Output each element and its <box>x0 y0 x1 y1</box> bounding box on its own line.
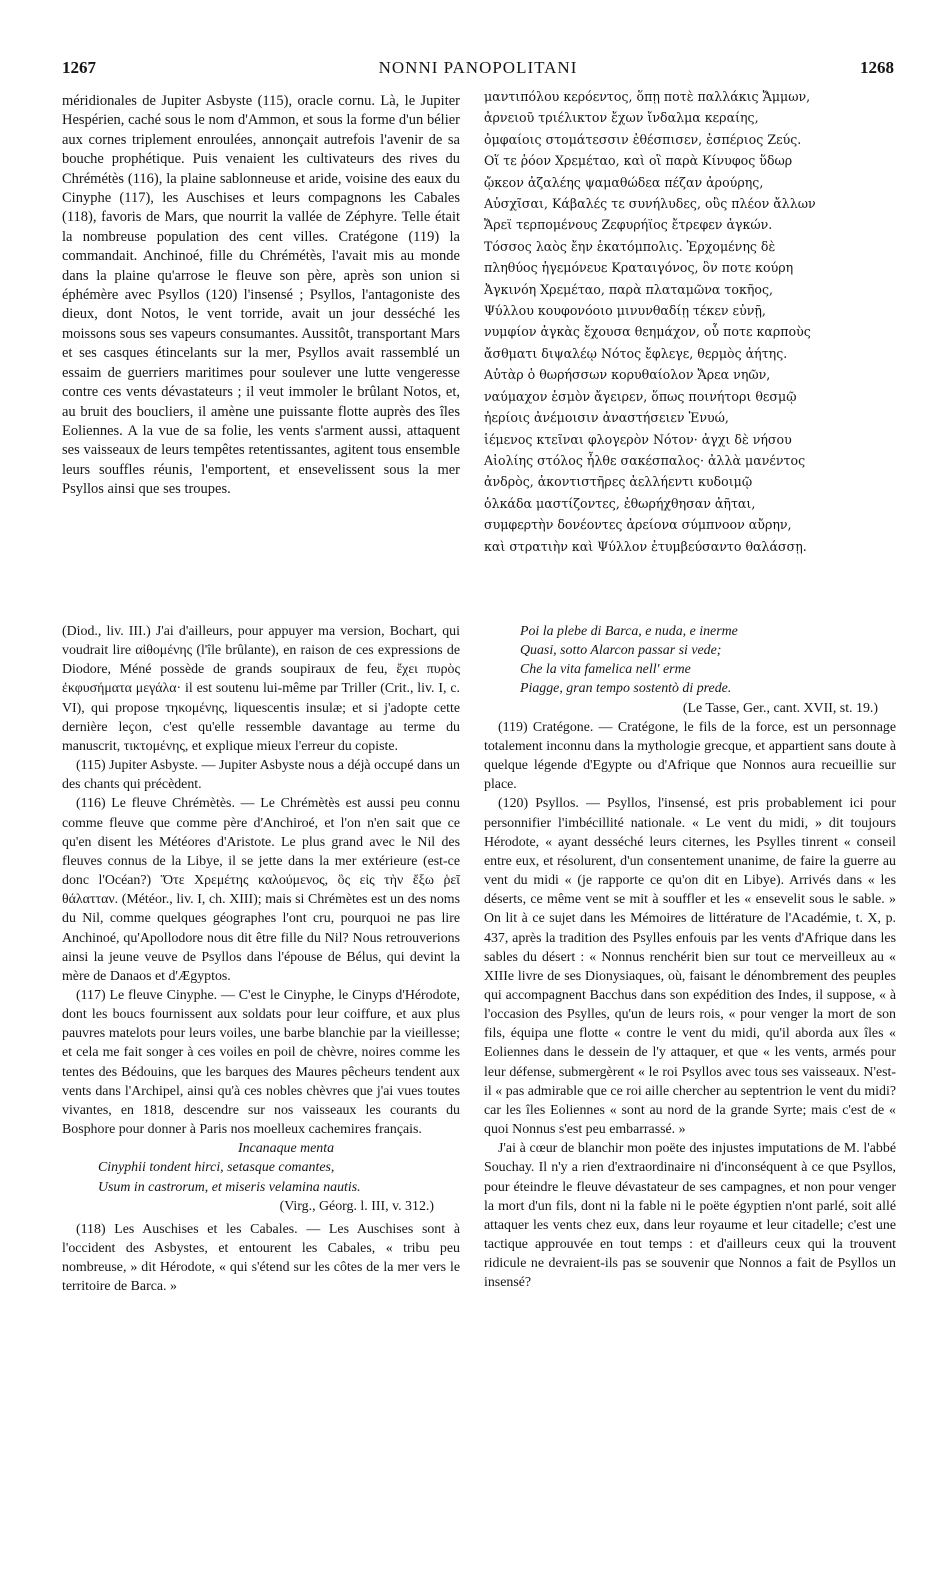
greek-verse-line: πληθύος ἡγεμόνευε Κραταιγόνος, ὃν ποτε κούρη <box>484 260 794 276</box>
left-page-number: 1267 <box>62 58 96 77</box>
greek-verse-line: ἄσθματι διψαλέῳ Νότος ἔφλεγε, θερμὸς ἀήτης. <box>484 345 788 361</box>
greek-verse <box>484 86 896 557</box>
note-117: (117) Le fleuve Cinyphe. — C'est le Cinyphe, le Cinyps d'Hérodote, dont les boucs fournissent aux soldats pour leur coiffure, et aux plus pauvres matelots pour leurs voiles, une barbe blanchie par la vieillesse; et cela me fait songer à ces voiles en poil de chèvre, noires comme les tentes des Bédouins, que les barques des Maures pêcheurs tendent aux vents dans l'Archipel, ainsi qu'à ces nobles chèvres que j'ai vues toutes vivantes, en 1818, descendre sur nos vaisseaux les courants du Bosphore pour donner à Paris nos moelleux cachemires français. <box>62 987 460 1138</box>
verse-line: Quasi, sotto Alarcon passar si vede; <box>520 643 722 659</box>
translation-paragraph: méridionales de Jupiter Asbyste (115), oracle cornu. Là, le Jupiter Hespérien, caché sous le nom d'Ammon, et sous la forme d'un bélier aux cornes triplement enroulées, annonçait autrefois l'avenir de sa bouche prophétique. Puis venaient les cultivateurs des rives du Chrémétès (116), la plaine sablonneuse et aride, voisine des eaux du Cinyphe (117), les Auschises et leurs compagnons les Cabales (118), favoris de Mars, que nourrit la vallée de Zéphyre. Telle était la nombreuse population des cent villes. Cratégone (119) la commandait. Anchinoé, fille du Chrémétès, l'avait mis au monde dans la plaine qu'arrose le fleuve son père, après son union si éphémère avec Psyllos (120) l'insensé ; Psyllos, l'antagoniste des dieux, dont Notos, le vent torride, avait un jour desséché les moissons sous ses vapeurs consumantes. Aussitôt, transportant Mars et ses casques étincelants sur la mer, Psyllos avait rassemblé un essaim de guerriers maritimes pour soulever une lutte vengeresse contre ces vents dévastateurs ; il veut immoler le brûlant Notos, et, au bruit des boucliers, il amène une puissante flotte auprès des îles Eoliennes. A la vue de sa folie, les vents s'arment aussi, attaquent ses vaisseaux de leurs tempêtes retentissantes, agitent tous ensemble leurs souffles réunis, l'emportent, et ensevelissent sous la mer Psyllos ainsi que ses troupes. <box>62 93 460 498</box>
verse-line: Incanaque menta <box>238 1141 335 1157</box>
greek-verse-line: καὶ στρατιὴν καὶ Ψύλλον ἐτυμβεύσαντο θαλάσσῃ. <box>484 538 807 554</box>
verse-line: Piagge, gran tempo sostentò di prede. <box>520 681 732 697</box>
note-116: (116) Le fleuve Chrémètès. — Le Chrémètès est aussi peu connu comme fleuve que comme père d'Anchiroé, et l'on n'en sait que ce qu'en disent les Météores d'Aristote. Le plus grand avec le Nil des fleuves connus de la Libye, il se jette dans la mer extérieure (est-ce donc l'Océan?) Ὅτε Χρεμέτης καλούμενος, ὃς εἰς τὴν ἔξω ῥεῖ θάλατταν. (Météor., liv. I, ch. XIII); mais si Chrémètes est un des noms du Nil, comme quelques géographes l'ont cru, pourquoi ne pas lire Anchinoé, qu'Apollodore nous dit être fille du Nil? Nous retrouverions ainsi la jeune veuve de Psyllos dans l'épouse de Bélus, qui devint la mère de Danaos et d'Ægyptos. <box>62 796 460 984</box>
verse-quote <box>62 1139 460 1158</box>
note-118: (118) Les Auschises et les Cabales. — Les Auschises sont à l'occident des Asbystes, et entourent les Cabales, « tribu peu nombreuse, » dit Hérodote, « qui s'étend sur les côtes de la mer vers le territoire de Barca. » <box>62 1221 460 1295</box>
right-page-number: 1268 <box>860 58 894 77</box>
note-120: (120) Psyllos. — Psyllos, l'insensé, est pris probablement ici pour personnifier l'imbécillité nationale. « Le vent du midi, » dit toujours Hérodote, « ayant desséché leurs citernes, les Psylles tinrent « conseil entre eux, et résolurent, d'un consentement unanime, de faire la guerre au vent du midi « (je rapporte ce qu'on dit en Libye). Arrivés dans « les déserts, ce même vent se mit à souffler et les « ensevelit sous le sable. » On lit à ce sujet dans les Mémoires de littérature de l'Académie, t. X, p. 437, après la tradition des Psylles enfouis par les vents d'Afrique dans les sables du désert : « Nonnus renchérit bien sur tout ce merveilleux au « XIIIe livre de ses Dionysiaques, où, faisant le dénombrement des peuples qui accompagnent Bacchus dans son expédition des Indes, il suppose, « à l'occasion des Psylles, qu'un de leurs rois, « pour venger la mort de son fils, équipa une flotte « contre le vent du midi, qu'il aborda aux îles « Eoliennes dans le dessein de l'y attaquer, et que « les vents, armés pour leur défense, submergèrent « le roi Psyllos avec tous ses vaisseaux. N'est-il « pas admirable que ce roi aille chercher au septentrion le vent du midi? car les îles Eoliennes « sont au nord de la grande Syrte; mais c'est de « quoi Nonnus s'est peu embarrassé. » <box>484 796 896 1138</box>
verse-quote <box>62 1158 460 1196</box>
verse-citation: (Le Tasse, Ger., cant. XVII, st. 19.) <box>682 700 878 716</box>
notes-right-column <box>484 622 896 1292</box>
verse-line: Poi la plebe di Barca, e nuda, e inerme <box>520 624 738 639</box>
greek-verse-line: ὀμφαίοις στομάτεσσιν ἐθέσπισεν, ἑσπέριος Ζεύς. <box>484 131 802 147</box>
french-translation <box>62 92 460 500</box>
greek-verse-line: Ἀγκινόη Χρεμέταο, παρὰ πλαταμῶνα τοκῆος, <box>484 281 774 297</box>
greek-verse-line: ἀνδρὸς, ἀκοντιστῆρες ἀελλήεντι κυδοιμῷ <box>484 474 753 490</box>
note-115: (115) Jupiter Asbyste. — Jupiter Asbyste nous a déjà occupé dans un des chants qui précèdent. <box>62 758 460 793</box>
greek-verse-line: μαντιπόλου κερόεντος, ὅπῃ ποτὲ παλλάκις Ἄμμων, <box>484 89 811 104</box>
notes-left-column <box>62 622 460 1296</box>
greek-verse-line: Αὐσχῖσαι, Κάβαλές τε συνήλυδες, οὓς πλέον ἄλλων <box>484 196 816 212</box>
note-120-continued: J'ai à cœur de blanchir mon poëte des injustes imputations de M. l'abbé Souchay. Il n'y a rien d'extraordinaire ni d'inconséquent à ce que Psyllos, pour éteindre le fleuve dévastateur de ses campagnes, et non pour venger la mort d'un fils, dont ni la fable ni le poëte égyptien n'ont parlé, soit allé attaquer les vents chez eux, dans leur royaume et leur citadelle; c'est une tactique approuvée en tout temps : et d'ailleurs ceux qui la trouvent ridicule ne devraient-ils pas se souvenir que Nonnos a fait de Psyllos un insensé? <box>484 1141 896 1291</box>
greek-verse-line: ἠερίοις ἀνέμοισιν ἀναστήσειεν Ἐνυώ, <box>484 410 729 426</box>
greek-verse-line: ναύμαχον ἑσμὸν ἄγειρεν, ὅπως ποινήτορι θεσμῷ <box>484 388 797 404</box>
greek-verse-line: Ἄρεϊ τερπομένους Ζεφυρήϊος ἔτρεφεν ἀγκών. <box>484 217 773 233</box>
greek-verse-line: ὁλκάδα μαστίζοντες, ἐθωρήχθησαν ἀῆται, <box>484 495 756 511</box>
running-title: NONNI PANOPOLITANI <box>378 58 578 77</box>
verse-line: Che la vita famelica nell' erme <box>520 662 691 678</box>
note-paragraph: (Diod., liv. III.) J'ai d'ailleurs, pour appuyer ma version, Bochart, qui voudrait lire αἰθομένης (l'île brûlante), en raison de ces expressions de Diodore, Méné possède de grands soupiraux de feu, ἔχει πυρὸς ἐκφυσήματα μεγάλα· il est soutenu lui-même par Triller (Crit., liv. I, c. VI), qui propose τηκομένης, liquescentis insulæ; et si j'adopte cette dernière leçon, c'est qu'elle ressemble davantage au terme du manuscrit, τικτομένης, et explique mieux l'erreur du copiste. <box>62 624 460 754</box>
greek-verse-line: Τόσσος λαὸς ἔην ἑκατόμπολις. Ἐρχομένης δὲ <box>484 238 776 254</box>
greek-verse-line: Ψύλλου κουφονόοιο μινυνθαδίῃ τέκεν εὐνῇ, <box>484 303 766 319</box>
greek-verse-line: νυμφίον ἀγκὰς ἔχουσα θεημάχον, οὗ ποτε καρποὺς <box>484 324 811 340</box>
verse-citation: (Virg., Géorg. l. III, v. 312.) <box>279 1198 434 1214</box>
greek-verse-line: Αὐτὰρ ὁ θωρήσσων κορυθαίολον Ἄρεα νηῶν, <box>484 367 771 383</box>
greek-verse-line: ἱέμενος κτεῖναι φλογερὸν Νότον· ἀγχι δὲ νήσου <box>484 431 792 447</box>
greek-verse-line: συμφερτὴν δονέοντες ἀρείονα σύμπνοον αὔρην, <box>484 517 792 533</box>
verse-quote <box>484 622 896 699</box>
greek-verse-line: ᾤκεον ἀζαλέης ψαμαθώδεα πέζαν ἀρούρης, <box>484 174 764 190</box>
greek-verse-line: Αἰολίης στόλος ἦλθε σακέσπαλος· ἀλλὰ μανέντος <box>484 452 806 468</box>
verse-line: Cinyphii tondent hirci, setasque comantes, <box>98 1160 335 1176</box>
greek-verse-line: Οἵ τε ῥόον Χρεμέταο, καὶ οἳ παρὰ Κίνυφος ὕδωρ <box>484 153 793 169</box>
note-119: (119) Cratégone. — Cratégone, le fils de la force, est un personnage totalement inconnu dans la mythologie grecque, et appartient sans doute à quelque légende d'Egypte ou d'Afrique que Nonnos aura recueillie sur place. <box>484 719 896 793</box>
greek-verse-line: ἀρνειοῦ τριέλικτον ἔχων ἴνδαλμα κεραίης, <box>484 110 759 126</box>
verse-line: Usum in castrorum, et miseris velamina nautis. <box>98 1179 361 1195</box>
running-header <box>62 58 894 80</box>
